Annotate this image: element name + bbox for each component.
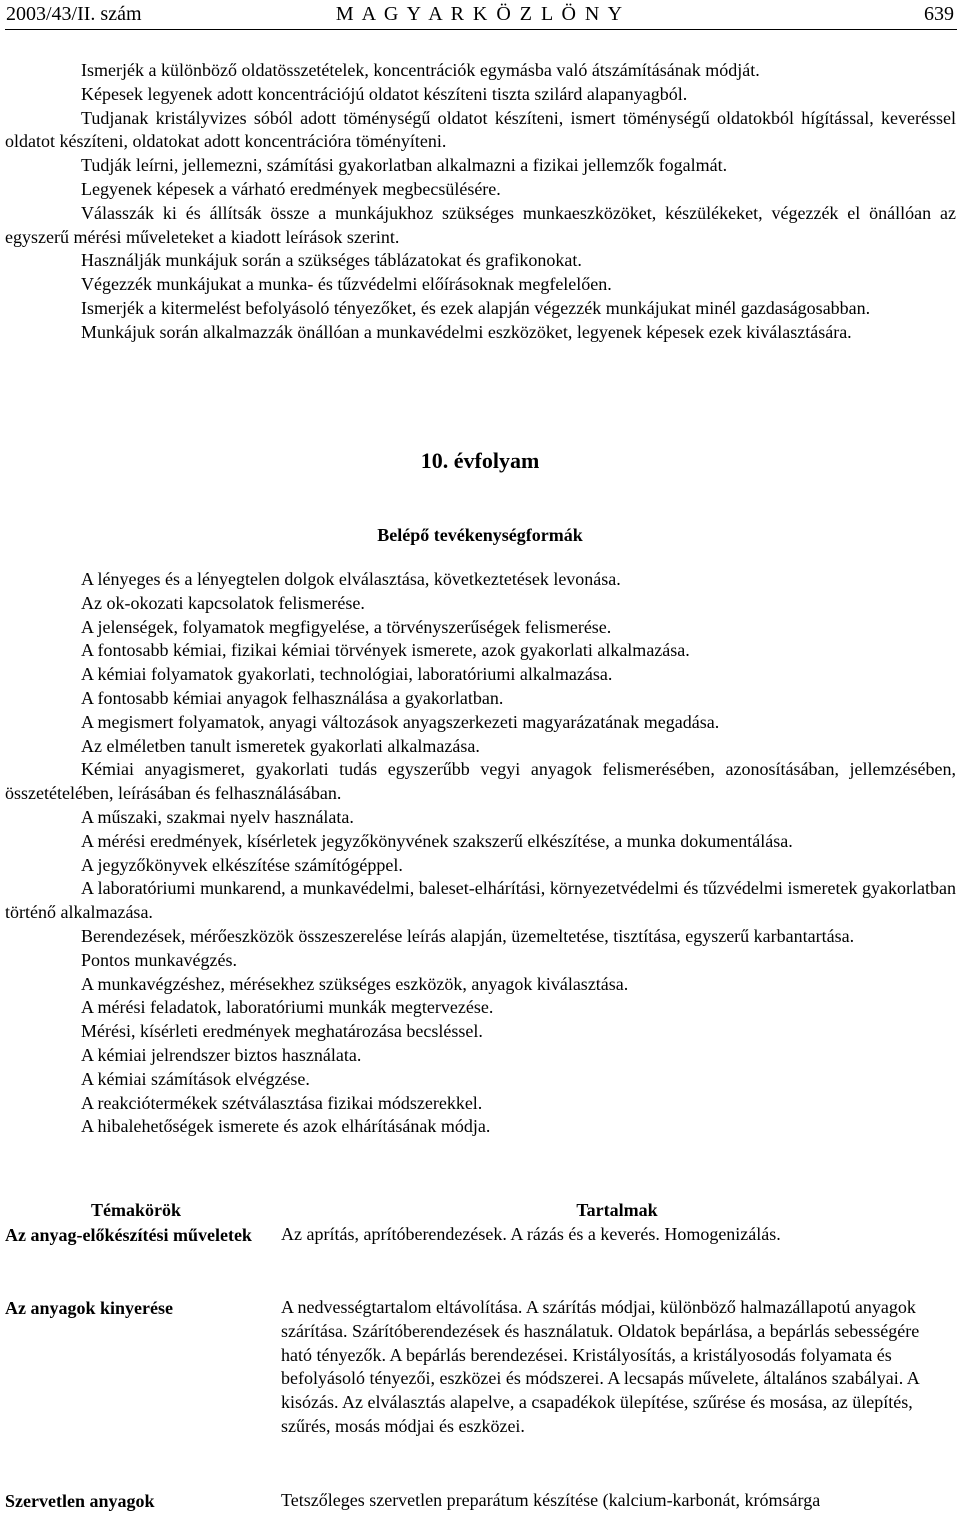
topic-content: Az aprítás, aprítóberendezések. A rázás és a keverés. Homogenizálás. <box>281 1224 781 1244</box>
list-item: Mérési, kísérleti eredmények meghatározása becsléssel. <box>81 1021 483 1042</box>
topics-column-header: Témakörök <box>91 1200 181 1220</box>
topic-content: Tetszőleges szervetlen preparátum készítése (kalcium-karbonát, krómsárga <box>281 1490 821 1510</box>
list-item: A mérési feladatok, laboratóriumi munkák megtervezése. <box>81 997 494 1018</box>
topic-title: Az anyag-előkészítési műveletek <box>5 1225 252 1245</box>
list-item: A kémiai számítások elvégzése. <box>81 1068 310 1089</box>
list-item: Pontos munkavégzés. <box>81 949 237 970</box>
list-item: A jegyzőkönyvek elkészítése számítógéppel. <box>81 854 403 875</box>
paragraph: Tudjanak kristályvizes sóból adott töménységű oldatot készíteni, ismert töménységű oldatokból hígítással, keveréssel oldatot készíteni, oldatokat adott koncentrációra töményíteni. <box>5 107 956 152</box>
paragraph: Legyenek képesek a várható eredmények megbecsülésére. <box>81 178 501 199</box>
paragraph: Válasszák ki és állítsák össze a munkájukhoz szükséges munkaeszközöket, készülékeket, végezzék el önállóan az egyszerű mérési műveleteket a kiadott leírások szerint. <box>5 202 956 247</box>
contents-column-header: Tartalmak <box>576 1200 658 1220</box>
list-item: A fontosabb kémiai anyagok felhasználása a gyakorlatban. <box>81 687 504 708</box>
page-number: 639 <box>924 3 954 25</box>
paragraph: Képesek legyenek adott koncentrációjú oldatot készíteni tiszta szilárd alapanyagból. <box>81 83 688 104</box>
list-item: A reakciótermékek szétválasztása fizikai módszerekkel. <box>81 1092 483 1113</box>
list-item: Berendezések, mérőeszközök összeszerelése leírás alapján, üzemeltetése, tisztítása, egyszerű karbantartása. <box>81 925 855 946</box>
list-item: A megismert folyamatok, anyagi változások anyagszerkezeti magyarázatának megadása. <box>81 711 720 732</box>
list-item: A kémiai jelrendszer biztos használata. <box>81 1044 362 1065</box>
paragraph: Ismerjék a kitermelést befolyásoló tényezőket, és ezek alapján végezzék munkájukat minél gazdaságosabban. <box>81 297 871 318</box>
paragraph: Végezzék munkájukat a munka- és tűzvédelmi előírásoknak megfelelően. <box>81 274 612 295</box>
topic-content: A nedvességtartalom eltávolítása. A szárítás módjai, különböző halmazállapotú anyagok szárítása. Szárítóberendezések és használatuk. Oldatok bepárlása, a bepárlás sebességére ható tényezők. A bepárlás berendezései. Kristályosítás, a kristályosodás folyamata és befolyásoló tényezői, eszközei és módszerei. A lecsapás művelete, általános szabályai. A kisózás. Az elválasztás alapelve, a csapadékok ülepítése, szűrése és mosása, az ülepítés, szűrés, mosás módjai és eszközei. <box>281 1297 920 1436</box>
list-item: A műszaki, szakmai nyelv használata. <box>81 806 354 827</box>
list-item: Az ok-okozati kapcsolatok felismerése. <box>81 592 365 613</box>
list-item: A kémiai folyamatok gyakorlati, technológiai, laboratóriumi alkalmazása. <box>81 664 613 685</box>
list-item: A laboratóriumi munkarend, a munkavédelmi, baleset-elhárítási, környezetvédelmi és tűzvédelmi ismeretek gyakorlatban történő alkalmazása. <box>5 878 956 923</box>
list-item: A jelenségek, folyamatok megfigyelése, a törvényszerűségek felismerése. <box>81 616 612 637</box>
list-item: A lényeges és a lényegtelen dolgok elválasztása, következtetések levonása. <box>81 569 621 589</box>
intro-requirements <box>5 59 956 345</box>
list-item: Az elméletben tanult ismeretek gyakorlati alkalmazása. <box>81 735 480 756</box>
journal-title: M A G Y A R K Ö Z L Ö N Y <box>335 3 625 25</box>
list-item: A fontosabb kémiai, fizikai kémiai törvények ismerete, azok gyakorlati alkalmazása. <box>81 640 690 661</box>
issue-number: 2003/43/II. szám <box>6 3 142 25</box>
paragraph: Tudják leírni, jellemezni, számítási gyakorlatban alkalmazni a fizikai jellemzők fogalmát. <box>81 155 728 176</box>
list-item: A hibalehetőségek ismerete és azok elhárításának módja. <box>81 1116 491 1137</box>
paragraph: Munkájuk során alkalmazzák önállóan a munkavédelmi eszközöket, legyenek képesek ezek kiválasztására. <box>81 321 852 342</box>
topic-title: Az anyagok kinyerése <box>5 1298 173 1318</box>
header-rule <box>5 29 957 30</box>
list-item: A mérési eredmények, kísérletek jegyzőkönyvének szakszerű elkészítése, a munka dokumentálása. <box>81 830 793 851</box>
grade-title: 10. évfolyam <box>420 448 540 473</box>
paragraph: Használják munkájuk során a szükséges táblázatokat és grafikonokat. <box>81 250 582 271</box>
activity-list <box>5 568 956 1139</box>
list-item: A munkavégzéshez, mérésekhez szükséges eszközök, anyagok kiválasztása. <box>81 973 629 994</box>
page-header <box>6 2 954 26</box>
section-title: Belépő tevékenységformák <box>377 525 583 545</box>
list-item: Kémiai anyagismeret, gyakorlati tudás egyszerűbb vegyi anyagok felismerésében, azonosításában, jellemzésében, összetételében, leírásában és felhasználásában. <box>5 759 956 804</box>
topic-title: Szervetlen anyagok <box>5 1491 155 1511</box>
paragraph: Ismerjék a különböző oldatösszetételek, koncentrációk egymásba való átszámításának módját. <box>81 60 760 80</box>
